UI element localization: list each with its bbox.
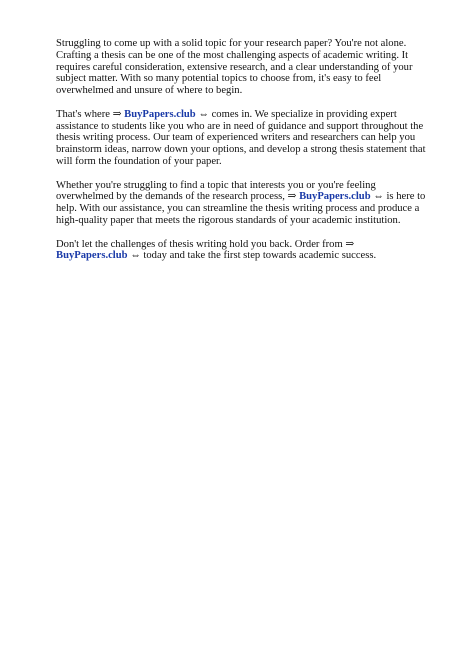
double-arrow-icon: ⇔ (198, 108, 209, 120)
document-body (56, 38, 428, 274)
paragraph-intro (56, 38, 428, 97)
paragraph-service-text-before: That's where (56, 108, 113, 120)
paragraph-cta (56, 239, 428, 263)
paragraph-help-text-after: is here to help. With our assistance, you can streamline the thesis writing process and produce a high-quality paper that meets the rigorous standards of your academic institution. (56, 191, 426, 226)
paragraph-help (56, 180, 428, 227)
paragraph-service (56, 109, 428, 168)
buypapers-link[interactable]: BuyPapers.club (124, 108, 196, 120)
double-arrow-icon: ⇔ (130, 250, 141, 262)
right-arrow-icon: ⇒ (287, 191, 297, 203)
double-arrow-icon: ⇔ (373, 191, 384, 203)
buypapers-link[interactable]: BuyPapers.club (56, 250, 128, 262)
paragraph-help-text-before: Whether you're struggling to find a topic that interests you or you're feeling overwhelmed by the demands of the research process, (56, 179, 376, 203)
buypapers-link[interactable]: BuyPapers.club (299, 191, 371, 203)
right-arrow-icon: ⇒ (345, 238, 355, 250)
paragraph-cta-text-before: Don't let the challenges of thesis writing hold you back. Order from (56, 238, 346, 250)
paragraph-service-text-after: comes in. We specialize in providing expert assistance to students like you who are in need of guidance and support throughout the thesis writing process. Our team of experienced writers and researchers can help you brainstorm ideas, narrow down your options, and develop a strong thesis statement that will form the foundation of your paper. (56, 108, 426, 167)
paragraph-intro-text: Struggling to come up with a solid topic for your research paper? You're not alone. Crafting a thesis can be one of the most challenging aspects of academic writing. It requires careful consideration, extensive research, and a clear understanding of your subject matter. With so many potential topics to choose from, it's easy to feel overwhelmed and unsure of where to begin. (56, 38, 413, 97)
right-arrow-icon: ⇒ (112, 108, 122, 120)
paragraph-cta-text-after: today and take the first step towards academic success. (140, 250, 377, 262)
